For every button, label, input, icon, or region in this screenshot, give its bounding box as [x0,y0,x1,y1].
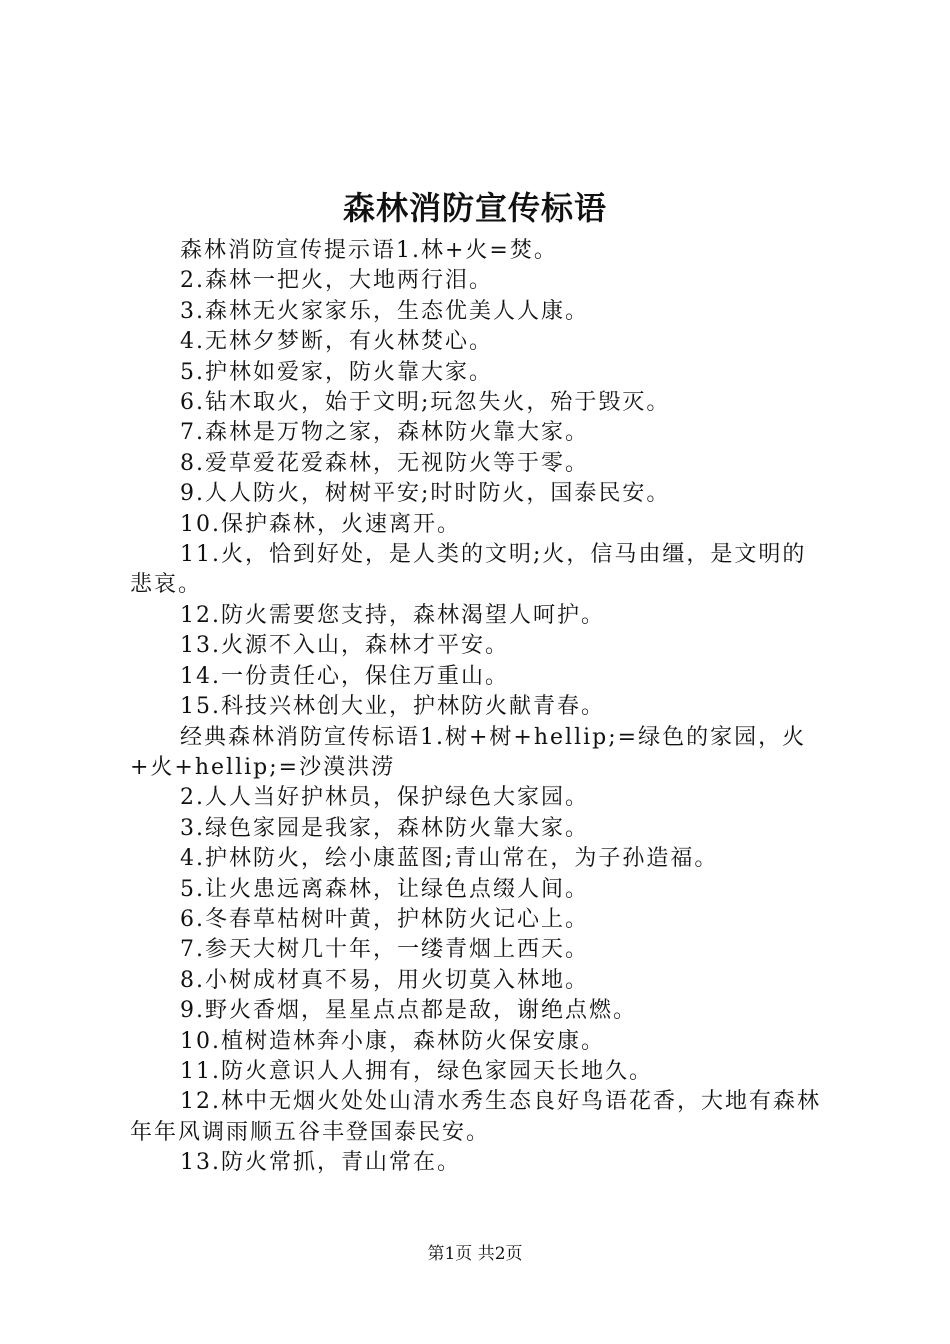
paragraph: 5.护林如爱家，防火靠大家。 [180,359,493,385]
paragraph: 森林消防宣传提示语1.林+火=焚。 [180,238,558,263]
document-body [130,236,830,1179]
paragraph: 12.林中无烟火处处山清水秀生态良好鸟语花香，大地有森林年年风调雨顺五谷丰登国泰民安。 [130,1089,821,1145]
paragraph: 9.野火香烟，星星点点都是敌，谢绝点燃。 [180,998,637,1024]
paragraph: 6.钻木取火，始于文明;玩忽失火，殆于毁灭。 [180,390,671,416]
paragraph: 8.爱草爱花爱森林，无视防火等于零。 [180,450,589,476]
paragraph: 7.参天大树几十年，一缕青烟上西天。 [180,937,589,963]
paragraph: 2.森林一把火，大地两行泪。 [180,268,493,294]
paragraph: 12.防火需要您支持，森林渴望人呵护。 [180,602,605,628]
paragraph: 10.植树造林奔小康，森林防火保安康。 [180,1028,605,1054]
paragraph: 10.保护森林，火速离开。 [180,511,461,537]
paragraph: 7.森林是万物之家，森林防火靠大家。 [180,420,589,446]
paragraph: 15.科技兴林创大业，护林防火献青春。 [180,694,605,720]
paragraph: 9.人人防火，树树平安;时时防火，国泰民安。 [180,481,671,507]
paragraph: 3.森林无火家家乐，生态优美人人康。 [180,298,589,324]
paragraph: 3.绿色家园是我家，森林防火靠大家。 [180,815,589,841]
document-title: 森林消防宣传标语 [342,189,607,227]
paragraph: 6.冬春草枯树叶黄，护林防火记心上。 [180,906,589,932]
paragraph: 4.护林防火，绘小康蓝图;青山常在，为子孙造福。 [180,846,719,872]
paragraph: 8.小树成材真不易，用火切莫入林地。 [180,967,589,993]
paragraph: 2.人人当好护林员，保护绿色大家园。 [180,785,589,811]
paragraph: 14.一份责任心，保住万重山。 [180,663,509,689]
paragraph: 5.让火患远离森林，让绿色点缀人间。 [180,876,589,902]
paragraph: 11.火，恰到好处，是人类的文明;火，信马由缰，是文明的悲哀。 [130,542,807,598]
paragraph: 经典森林消防宣传标语1.树+树+hellip;=绿色的家园，火+火+hellip;=沙漠洪涝 [130,724,807,780]
paragraph: 11.防火意识人人拥有，绿色家园天长地久。 [180,1058,653,1084]
paragraph: 13.防火常抓，青山常在。 [180,1150,461,1176]
paragraph: 4.无林夕梦断，有火林焚心。 [180,329,493,355]
paragraph: 13.火源不入山，森林才平安。 [180,633,509,659]
page-footer: 第1页 共2页 [427,1244,523,1264]
